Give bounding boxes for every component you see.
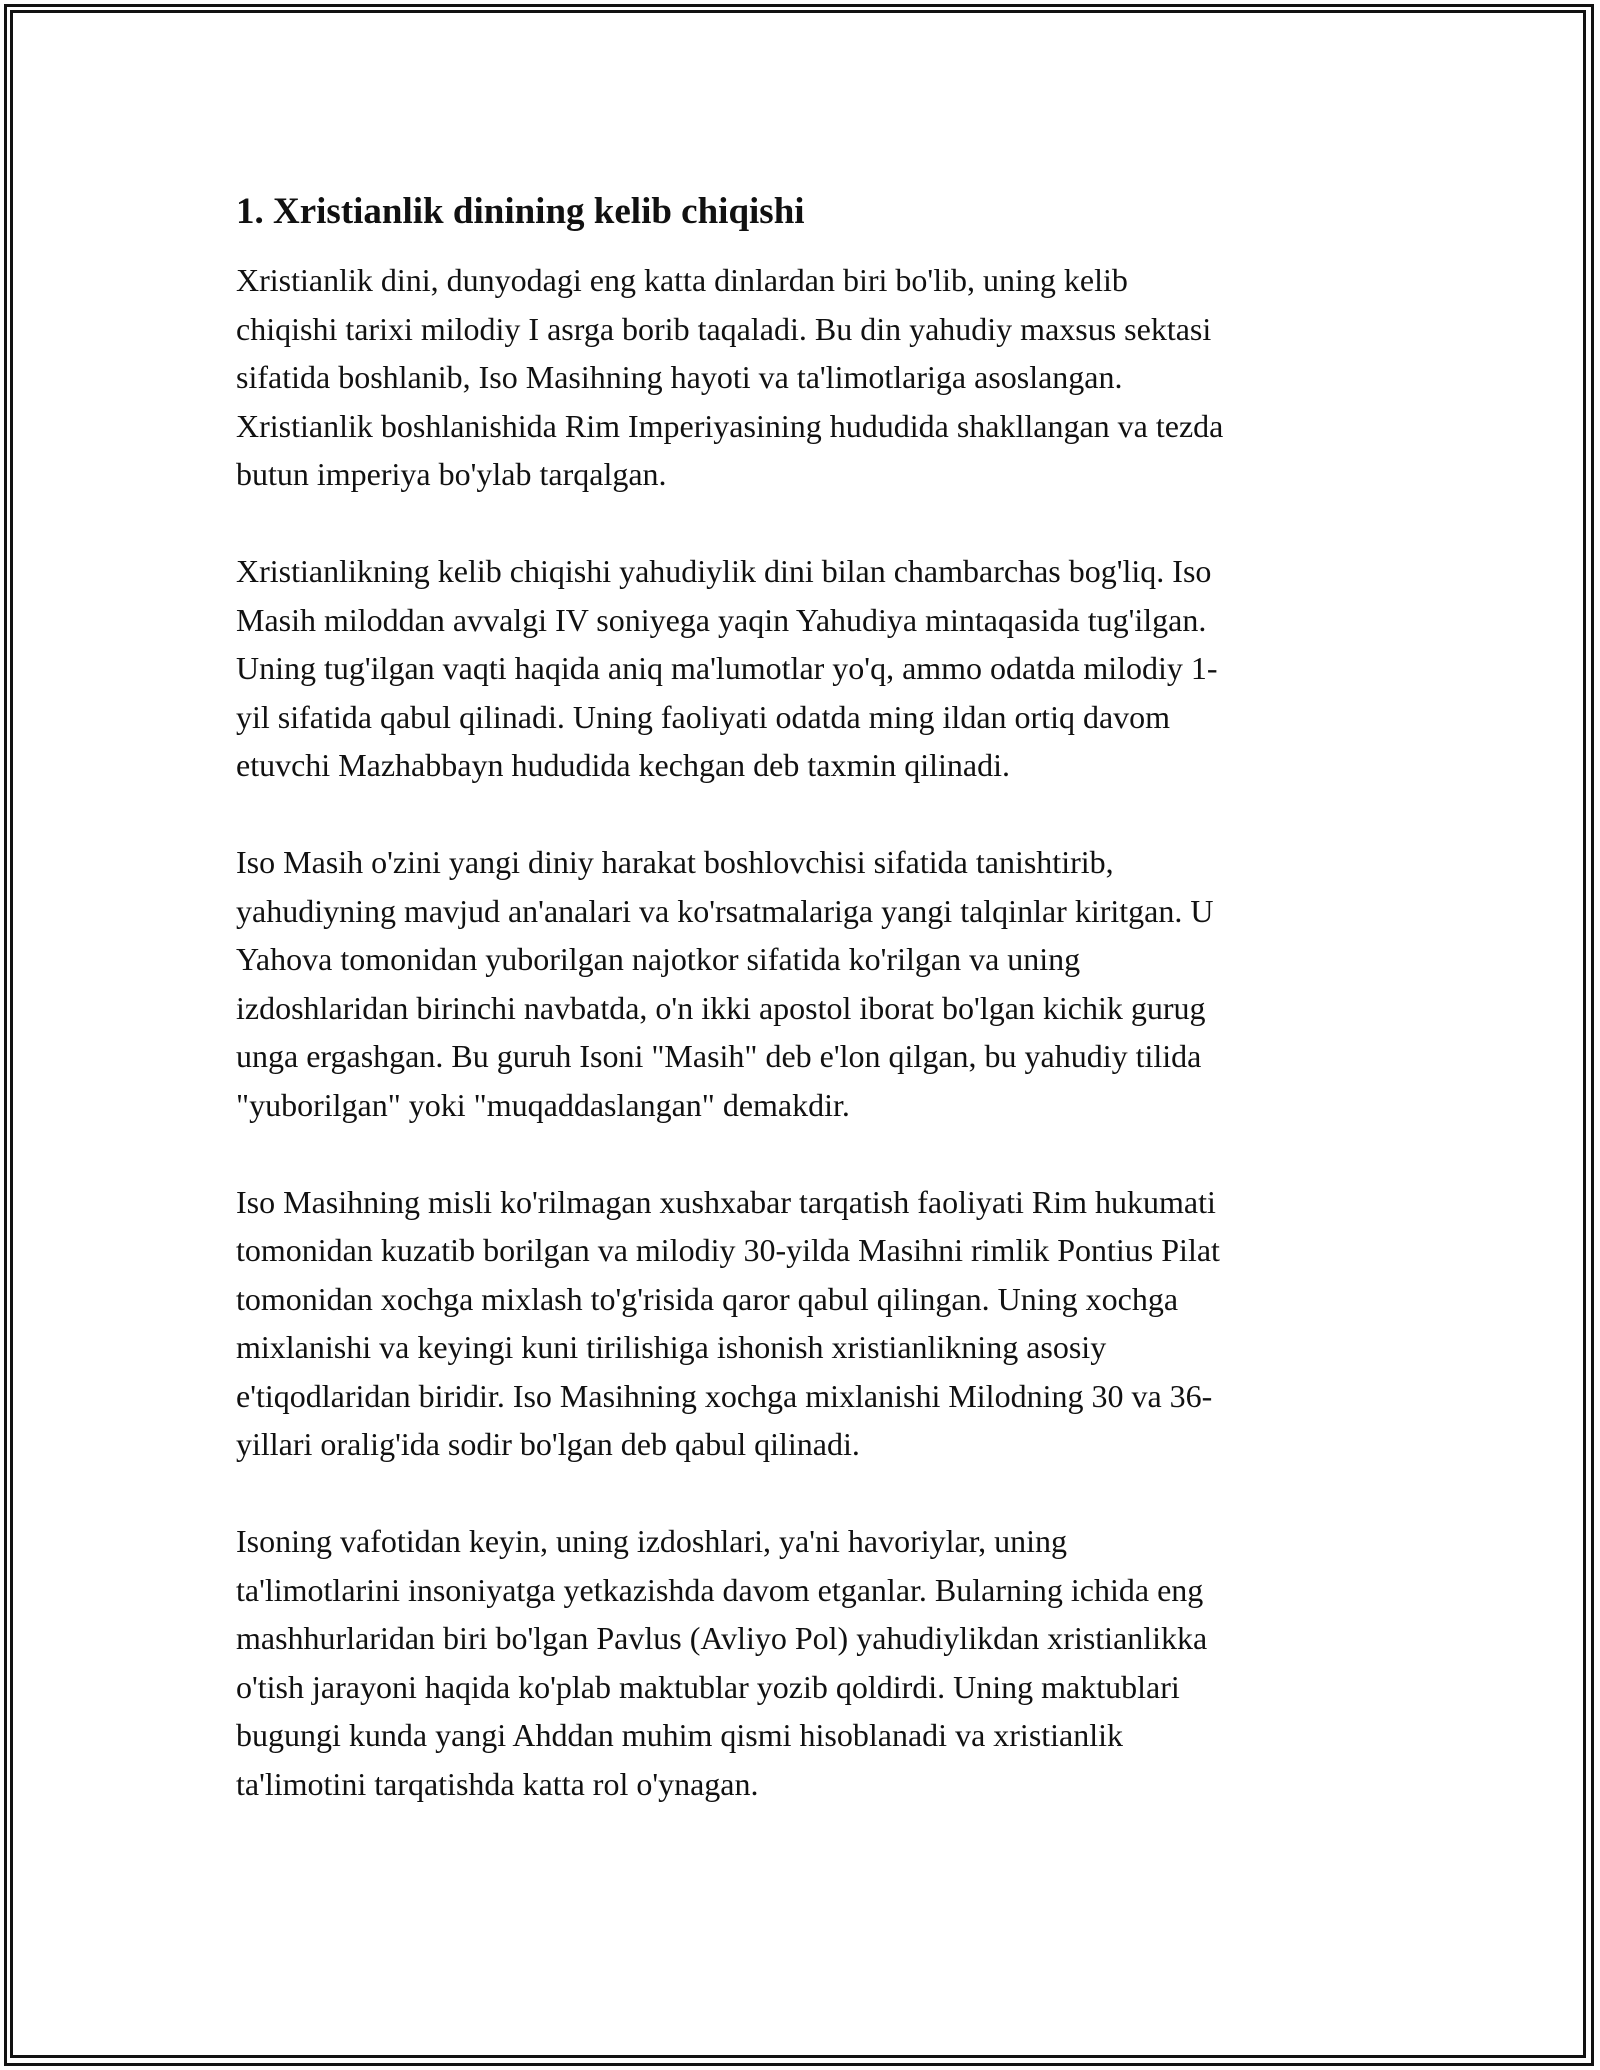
- text-line: Iso Masih o'zini yangi diniy harakat boshlovchisi sifatida tanishtirib,: [236, 844, 1114, 880]
- text-line: butun imperiya bo'ylab tarqalgan.: [236, 456, 667, 492]
- text-line: Masih miloddan avvalgi IV soniyega yaqin Yahudiya mintaqasida tug'ilgan.: [236, 601, 1207, 638]
- text-line: e'tiqodlaridan biridir. Iso Masihning xochga mixlanishi Milodning 30 va 36-: [236, 1377, 1213, 1414]
- text-line: yil sifatida qabul qilinadi. Uning faoliyati odatda ming ildan ortiq davom: [236, 698, 1171, 735]
- text-line: o'tish jarayoni haqida ko'plab maktublar yozib qoldirdi. Uning maktublari: [236, 1668, 1180, 1705]
- text-line: "yuborilgan" yoki "muqaddaslangan" demakdir.: [236, 1086, 850, 1123]
- paragraph-2: [236, 547, 1376, 790]
- text-line: ta'limotlarini insoniyatga yetkazishda davom etganlar. Bularning ichida eng: [236, 1571, 1204, 1608]
- paragraph-4: [236, 1178, 1376, 1469]
- text-line: mixlanishi va keyingi kuni tirilishiga ishonish xristianlikning asosiy: [236, 1329, 1107, 1365]
- paragraph-3: [236, 838, 1376, 1129]
- text-line: etuvchi Mazhabbayn hududida kechgan deb taxmin qilinadi.: [236, 747, 1010, 783]
- paragraph-1: [236, 256, 1376, 499]
- text-line: izdoshlaridan birinchi navbatda, o'n ikki apostol iborat bo'lgan kichik gurug: [236, 989, 1206, 1026]
- text-line: Uning tug'ilgan vaqti haqida aniq ma'lumotlar yo'q, ammo odatda milodiy 1-: [236, 650, 1218, 686]
- text-line: mashhurlaridan biri bo'lgan Pavlus (Avliyo Pol) yahudiylikdan xristianlikka: [236, 1620, 1208, 1656]
- text-line: tomonidan xochga mixlash to'g'risida qaror qabul qilingan. Uning xochga: [236, 1280, 1179, 1317]
- text-line: Xristianlik boshlanishida Rim Imperiyasining hududida shakllangan va tezda: [236, 407, 1224, 444]
- paragraph-5: [236, 1517, 1376, 1808]
- text-line: tomonidan kuzatib borilgan va milodiy 30-yilda Masihni rimlik Pontius Pilat: [236, 1232, 1220, 1268]
- text-line: bugungi kunda yangi Ahddan muhim qismi hisoblanadi va xristianlik: [236, 1717, 1124, 1753]
- text-line: sifatida boshlanib, Iso Masihning hayoti va ta'limotlariga asoslangan.: [236, 359, 1123, 395]
- text-line: ta'limotini tarqatishda katta rol o'ynagan.: [236, 1765, 759, 1802]
- document-body: [236, 188, 1376, 1857]
- text-line: Xristianlik dini, dunyodagi eng katta dinlardan biri bo'lib, uning kelib: [236, 262, 1128, 298]
- text-line: Isoning vafotidan keyin, uning izdoshlari, ya'ni havoriylar, uning: [236, 1523, 1067, 1559]
- text-line: yahudiyning mavjud an'analari va ko'rsatmalariga yangi talqinlar kiritgan. U: [236, 892, 1214, 929]
- text-line: Iso Masihning misli ko'rilmagan xushxabar tarqatish faoliyati Rim hukumati: [236, 1183, 1216, 1220]
- text-line: unga ergashgan. Bu guruh Isoni "Masih" deb e'lon qilgan, bu yahudiy tilida: [236, 1038, 1202, 1074]
- section-heading: 1. Xristianlik dinining kelib chiqishi: [236, 191, 805, 232]
- text-line: Xristianlikning kelib chiqishi yahudiylik dini bilan chambarchas bog'liq. Iso: [236, 553, 1212, 589]
- text-line: yillari oralig'ida sodir bo'lgan deb qabul qilinadi.: [236, 1426, 860, 1462]
- text-line: chiqishi tarixi milodiy I asrga borib taqaladi. Bu din yahudiy maxsus sektasi: [236, 310, 1212, 347]
- text-line: Yahova tomonidan yuborilgan najotkor sifatida ko'rilgan va uning: [236, 941, 1081, 977]
